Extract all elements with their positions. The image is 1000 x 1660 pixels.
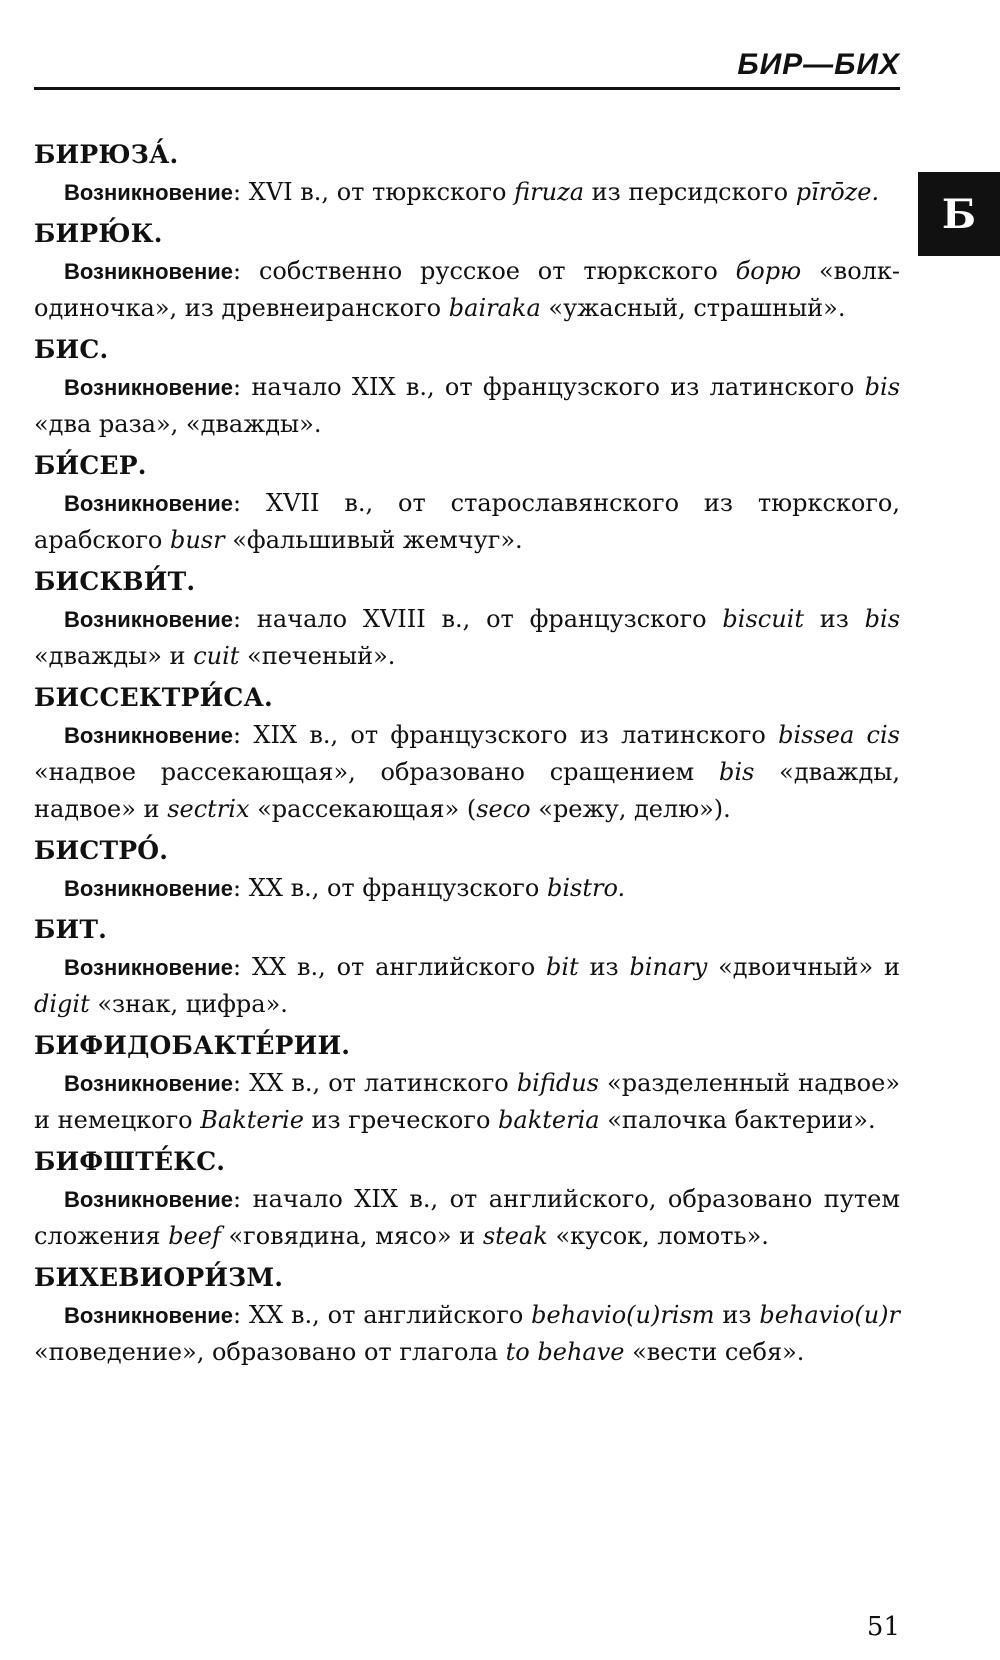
etymon-word: Bakterie bbox=[200, 1106, 304, 1134]
definition-text: «режу, делю»). bbox=[530, 795, 731, 823]
entry-headword: БИС. bbox=[34, 335, 109, 364]
definition-text: начало XIX в., от французского из латинского bbox=[251, 373, 865, 401]
etymon-word: борю bbox=[735, 257, 802, 285]
origin-label: Возникновение bbox=[64, 180, 234, 205]
definition-text: собственно русское от тюркского bbox=[258, 257, 736, 285]
etymon-word: bifidus bbox=[516, 1069, 599, 1097]
entry-definition bbox=[34, 717, 900, 828]
definition-text: из bbox=[803, 605, 865, 633]
definition-text: XX в., от английского bbox=[249, 1301, 532, 1329]
origin-label: Возникновение bbox=[64, 723, 234, 748]
definition-text: «палочка бактерии». bbox=[599, 1106, 876, 1134]
entry-headword: БИФИДОБАКТЕ́РИИ. bbox=[34, 1031, 351, 1060]
etymon-word: digit bbox=[34, 990, 90, 1018]
entry-headword: БИРЮ́К. bbox=[34, 219, 163, 248]
entry-headword: БИСКВИ́Т. bbox=[34, 567, 196, 596]
etymon-word: binary bbox=[629, 953, 708, 981]
dictionary-entry bbox=[34, 217, 900, 327]
running-head-text: БИР—БИХ bbox=[737, 48, 900, 81]
etymon-word: seco bbox=[476, 795, 531, 823]
entry-definition bbox=[34, 1065, 900, 1139]
definition-text: из bbox=[714, 1301, 760, 1329]
definition-text: XVI в., от тюркского bbox=[248, 178, 515, 206]
definition-text: «дважды, надвое» и bbox=[34, 758, 900, 823]
entry-definition bbox=[34, 485, 900, 559]
definition-text: «волк-одиночка», из древнеиранского bbox=[34, 257, 900, 322]
etymon-word: behavio(u)r bbox=[759, 1301, 901, 1329]
dictionary-entry bbox=[34, 565, 900, 675]
origin-label: Возникновение bbox=[64, 491, 234, 516]
entry-definition bbox=[34, 601, 900, 675]
entry-headword: БИТ. bbox=[34, 915, 108, 944]
label-colon: : bbox=[233, 489, 267, 517]
etymon-word: bis bbox=[864, 373, 901, 401]
label-colon: : bbox=[233, 874, 249, 902]
etymon-word: beef bbox=[168, 1222, 221, 1250]
dictionary-entry bbox=[34, 681, 900, 828]
definition-text: «два раза», «дважды». bbox=[34, 410, 322, 438]
etymon-word: bissea cis bbox=[778, 721, 900, 749]
etymon-word: busr bbox=[169, 526, 225, 554]
definition-text: «фальшивый жемчуг». bbox=[224, 526, 523, 554]
dictionary-entry bbox=[34, 138, 900, 211]
entry-definition bbox=[34, 949, 900, 1023]
etymon-word: bakteria bbox=[498, 1106, 600, 1134]
definition-text: XVII в., от старославянского из тюркского, арабского bbox=[34, 489, 900, 554]
label-colon: : bbox=[233, 721, 254, 749]
dictionary-entries bbox=[34, 138, 900, 1377]
entry-headword: БИ́СЕР. bbox=[34, 451, 147, 480]
definition-text: из греческого bbox=[303, 1106, 499, 1134]
label-colon: : bbox=[233, 1069, 250, 1097]
label-colon: : bbox=[233, 1185, 253, 1213]
definition-text: «знак, цифра». bbox=[89, 990, 288, 1018]
label-colon: : bbox=[233, 605, 257, 633]
entry-headword: БИФШТЕ́КС. bbox=[34, 1147, 226, 1176]
dictionary-entry bbox=[34, 1029, 900, 1139]
definition-text: XX в., от французского bbox=[248, 874, 547, 902]
entry-definition bbox=[34, 1297, 900, 1371]
etymon-word: bis bbox=[718, 758, 755, 786]
definition-text: «печеный». bbox=[239, 642, 396, 670]
dictionary-entry bbox=[34, 913, 900, 1023]
page-number: 51 bbox=[866, 1612, 900, 1642]
origin-label: Возникновение bbox=[64, 259, 234, 284]
dictionary-entry bbox=[34, 834, 900, 907]
entry-definition bbox=[34, 369, 900, 443]
definition-text: «рассекающая» ( bbox=[249, 795, 477, 823]
definition-text: XX в., от латинского bbox=[249, 1069, 517, 1097]
etymon-word: steak bbox=[482, 1222, 548, 1250]
etymon-word: biscuit bbox=[722, 605, 804, 633]
entry-definition bbox=[34, 174, 900, 211]
etymon-word: firuza bbox=[514, 178, 585, 206]
dictionary-entry bbox=[34, 449, 900, 559]
definition-text: «поведение», образовано от глагола bbox=[34, 1338, 506, 1366]
definition-text: из bbox=[578, 953, 630, 981]
origin-label: Возникновение bbox=[64, 1303, 234, 1328]
label-colon: : bbox=[233, 373, 252, 401]
entry-definition bbox=[34, 253, 900, 327]
entry-definition bbox=[34, 1181, 900, 1255]
definition-text: «говядина, мясо» и bbox=[220, 1222, 483, 1250]
running-head bbox=[34, 46, 900, 90]
label-colon: : bbox=[233, 953, 252, 981]
etymon-word: behavio(u)rism bbox=[531, 1301, 715, 1329]
definition-text: «ужасный, страшный». bbox=[540, 294, 846, 322]
label-colon: : bbox=[233, 178, 249, 206]
entry-headword: БИССЕКТРИ́СА. bbox=[34, 683, 273, 712]
definition-text: «кусок, ломоть». bbox=[547, 1222, 769, 1250]
dictionary-entry bbox=[34, 333, 900, 443]
etymon-word: to behave bbox=[505, 1338, 625, 1366]
dictionary-entry bbox=[34, 1261, 900, 1371]
origin-label: Возникновение bbox=[64, 876, 234, 901]
origin-label: Возникновение bbox=[64, 1187, 234, 1212]
dictionary-entry bbox=[34, 1145, 900, 1255]
entry-headword: БИРЮЗА́. bbox=[34, 140, 179, 169]
definition-text: «разделенный надвое» и немецкого bbox=[34, 1069, 901, 1134]
etymon-word: pīrōze. bbox=[795, 178, 880, 206]
origin-label: Возникновение bbox=[64, 607, 234, 632]
origin-label: Возникновение bbox=[64, 1071, 234, 1096]
definition-text: «двоичный» и bbox=[707, 953, 901, 981]
definition-text: «вести себя». bbox=[624, 1338, 805, 1366]
definition-text: «дважды» и bbox=[34, 642, 194, 670]
entry-headword: БИСТРО́. bbox=[34, 836, 169, 865]
definition-text: начало XIX в., от английского, образовано путем сложения bbox=[34, 1185, 901, 1250]
entry-headword: БИХЕВИОРИ́ЗМ. bbox=[34, 1263, 284, 1292]
section-letter-tab: Б bbox=[918, 172, 1000, 256]
entry-definition bbox=[34, 870, 900, 907]
etymon-word: bairaka bbox=[448, 294, 541, 322]
definition-text: из персидского bbox=[584, 178, 796, 206]
label-colon: : bbox=[233, 257, 259, 285]
etymon-word: bis bbox=[864, 605, 901, 633]
origin-label: Возникновение bbox=[64, 375, 234, 400]
definition-text: XIX в., от французского из латинского bbox=[253, 721, 779, 749]
etymon-word: bistro. bbox=[546, 874, 626, 902]
label-colon: : bbox=[233, 1301, 249, 1329]
definition-text: «надвое рассекающая», образовано сращением bbox=[34, 758, 719, 786]
definition-text: XX в., от английского bbox=[251, 953, 546, 981]
origin-label: Возникновение bbox=[64, 955, 234, 980]
etymon-word: cuit bbox=[193, 642, 240, 670]
etymon-word: sectrix bbox=[167, 795, 250, 823]
definition-text: начало XVIII в., от французского bbox=[256, 605, 723, 633]
etymon-word: bit bbox=[546, 953, 579, 981]
